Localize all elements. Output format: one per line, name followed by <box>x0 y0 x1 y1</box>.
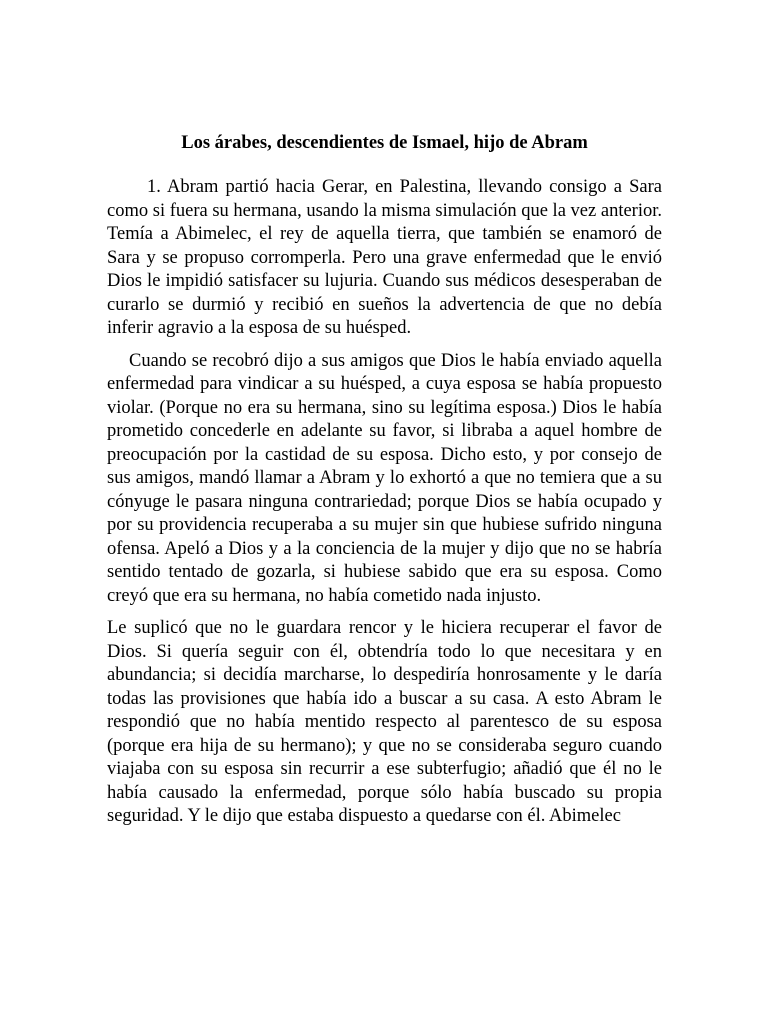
paragraph-1: 1. Abram partió hacia Gerar, en Palestina, llevando consigo a Sara como si fuera su hermana, usando la misma simulación que la vez anterior. Temía a Abimelec, el rey de aquella tierra, que también se enamoró de Sara y se propuso corromperla. Pero una grave enfermedad que le envió Dios le impidió satisfacer su lujuria. Cuando sus médicos desesperaban de curarlo se durmió y recibió en sueños la advertencia de que no debía inferir agravio a la esposa de su huésped. <box>107 177 662 338</box>
document-page <box>107 0 662 829</box>
paragraph-2: Cuando se recobró dijo a sus amigos que Dios le había enviado aquella enfermedad para vindicar a su huésped, a cuya esposa se había propuesto violar. (Porque no era su hermana, sino su legítima esposa.) Dios le había prometido concederle en adelante su favor, si libraba a aquel hombre de preocupación por la castidad de su esposa. Dicho esto, y por consejo de sus amigos, mandó llamar a Abram y lo exhortó a que no temiera que a su cónyuge le pasara ninguna contrariedad; porque Dios se había ocupado y por su providencia recuperaba a su mujer sin que hubiese sufrido ninguna ofensa. Apeló a Dios y a la conciencia de la mujer y dijo que no se habría sentido tentado de gozarla, si hubiese sabido que era su esposa. Como creyó que era su hermana, no había cometido nada injusto. <box>107 350 662 606</box>
paragraph-3: Le suplicó que no le guardara rencor y le hiciera recuperar el favor de Dios. Si quería seguir con él, obtendría todo lo que necesitara y en abundancia; si decidía marcharse, lo despediría honrosamente y le daría todas las provisiones que había ido a buscar a su casa. A esto Abram le respondió que no había mentido respecto al parentesco de su esposa (porque era hija de su hermano); y que no se consideraba seguro cuando viajaba con su esposa sin recurrir a ese subterfugio; añadió que él no le había causado la enfermedad, porque sólo había buscado su propia seguridad. Y le dijo que estaba dispuesto a quedarse con él. Abimelec <box>107 618 662 826</box>
document-title: Los árabes, descendientes de Ismael, hijo de Abram <box>181 133 588 153</box>
